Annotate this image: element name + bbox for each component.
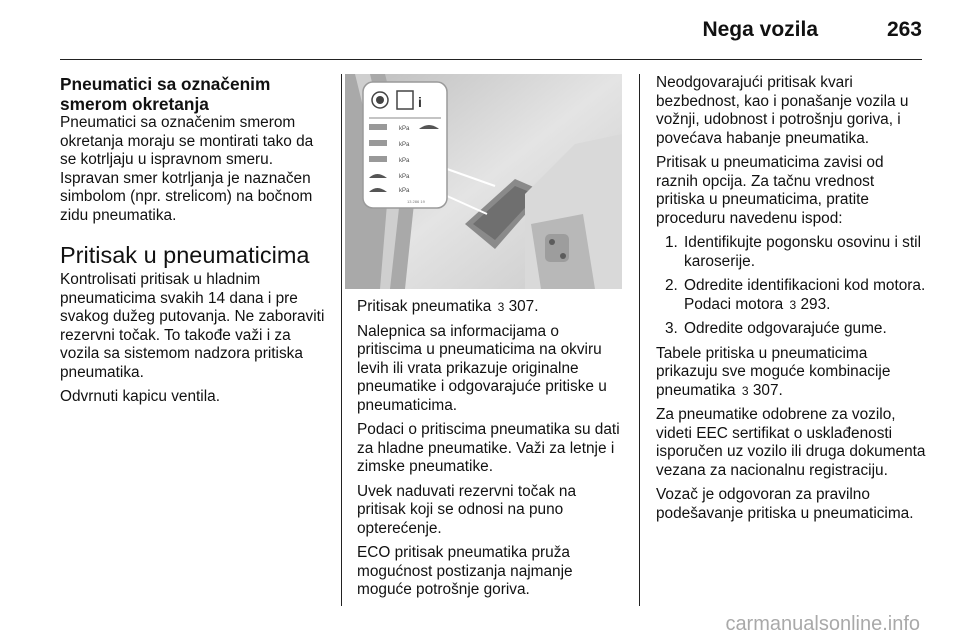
step-page-ref[interactable]: 293. — [800, 295, 831, 313]
figure-caption — [357, 298, 625, 317]
page-ref-icon: 3 — [741, 383, 749, 398]
label-kpa-4: kPa — [399, 174, 410, 180]
step-number: 2. — [665, 277, 678, 294]
step-number: 3. — [665, 320, 678, 337]
step-text: Identifikujte pogonsku osovinu i stil karoserije. — [684, 234, 921, 270]
door-frame-illustration — [345, 74, 622, 289]
paragraph-procedure-intro: Pritisak u pneumaticima zavisi od raznih opcija. Za tačnu vrednost pritiska u pneumaticima, pratite proceduru navedenu ispod: — [656, 154, 884, 227]
paragraph-eco-pressure: ECO pritisak pneumatika pruža mogućnost postizanja najmanje moguće potrošnje goriva. — [357, 544, 573, 598]
column-middle — [357, 298, 625, 606]
section-heading: Pritisak u pneumaticima — [60, 242, 310, 268]
column-divider-1 — [341, 74, 342, 606]
paragraph-cold-tyres: Podaci o pritiscima pneumatika su dati za hladne pneumatike. Važi za letnje i zimske pneumatike. — [357, 421, 620, 475]
list-item — [656, 320, 926, 339]
figure-code: 13 286 19 — [407, 199, 425, 204]
paragraph-driver-responsibility: Vozač je odgovoran za pravilno podešavanje pritiska u pneumaticima. — [656, 486, 914, 522]
page-number: 263 — [886, 18, 922, 41]
label-kpa-5: kPa — [399, 188, 410, 194]
paragraph-page-ref[interactable]: 307. — [752, 381, 783, 399]
paragraph-label-info: Nalepnica sa informacijama o pritiscima u pneumaticima na okviru levih ili vrata prikazuje originalne pneumatike i odgovarajuće pritiske u pneumaticima. — [357, 322, 607, 414]
step-text: Odredite identifikacioni kod motora. Podaci motora — [684, 277, 926, 313]
paragraph-text: Tabele pritiska u pneumaticima prikazuju sve moguće kombinacije pneumatika — [656, 344, 891, 399]
caption-page-ref[interactable]: 307. — [508, 298, 539, 315]
procedure-steps — [656, 234, 926, 339]
step-text: Odredite odgovarajuće gume. — [684, 320, 887, 337]
paragraph-directional-tyres: Pneumatici sa označenim smerom okretanja moraju se montirati tako da se kotrljaju u ispravnom smeru. Ispravan smer kotrljanja je naznačen simbolom (npr. strelicom) na bočnom zidu pneumatika. — [60, 114, 314, 224]
svg-text:i: i — [418, 94, 422, 110]
header-divider — [60, 59, 922, 60]
paragraph-valve-cap: Odvrnuti kapicu ventila. — [60, 388, 220, 405]
watermark: carmanualsonline.info — [725, 613, 920, 635]
page-ref-icon: 3 — [789, 297, 797, 312]
column-right — [656, 74, 926, 529]
step-number: 1. — [665, 234, 678, 251]
column-divider-2 — [639, 74, 640, 606]
paragraph-safety: Neodgovarajući pritisak kvari bezbednost, kao i ponašanje vozila u vožnji, udobnost i potrošnju goriva, i povećava habanje pneumatika. — [656, 74, 909, 147]
tyre-pressure-label-figure — [345, 74, 622, 289]
page-header-title: Nega vozila — [702, 18, 818, 41]
paragraph-check-pressure: Kontrolisati pritisak u hladnim pneumaticima svakih 14 dana i pre svakog dužeg putovanja. Ne zaboraviti rezervni točak. To takođe važi i za vozila sa sistemom nadzora pritiska pneumatika. — [60, 271, 325, 381]
paragraph-pressure-tables — [656, 345, 926, 401]
column-left — [60, 74, 328, 413]
page-ref-icon: 3 — [497, 300, 505, 314]
subsection-heading: Pneumatici sa označenim smerom okretanja — [60, 74, 271, 114]
label-kpa-3: kPa — [399, 158, 410, 164]
list-item — [656, 277, 926, 314]
label-kpa-1: kPa — [399, 126, 410, 132]
label-kpa-2: kPa — [399, 142, 410, 148]
paragraph-spare-wheel: Uvek naduvati rezervni točak na pritisak koji se odnosi na puno opterećenje. — [357, 482, 577, 537]
caption-text: Pritisak pneumatika — [357, 298, 492, 315]
paragraph-eec-certificate: Za pneumatike odobrene za vozilo, videti EEC sertifikat o usklađenosti isporučen uz vozilo ili druga dokumenta vezana za nacionalnu registraciju. — [656, 406, 926, 479]
list-item — [656, 234, 926, 271]
